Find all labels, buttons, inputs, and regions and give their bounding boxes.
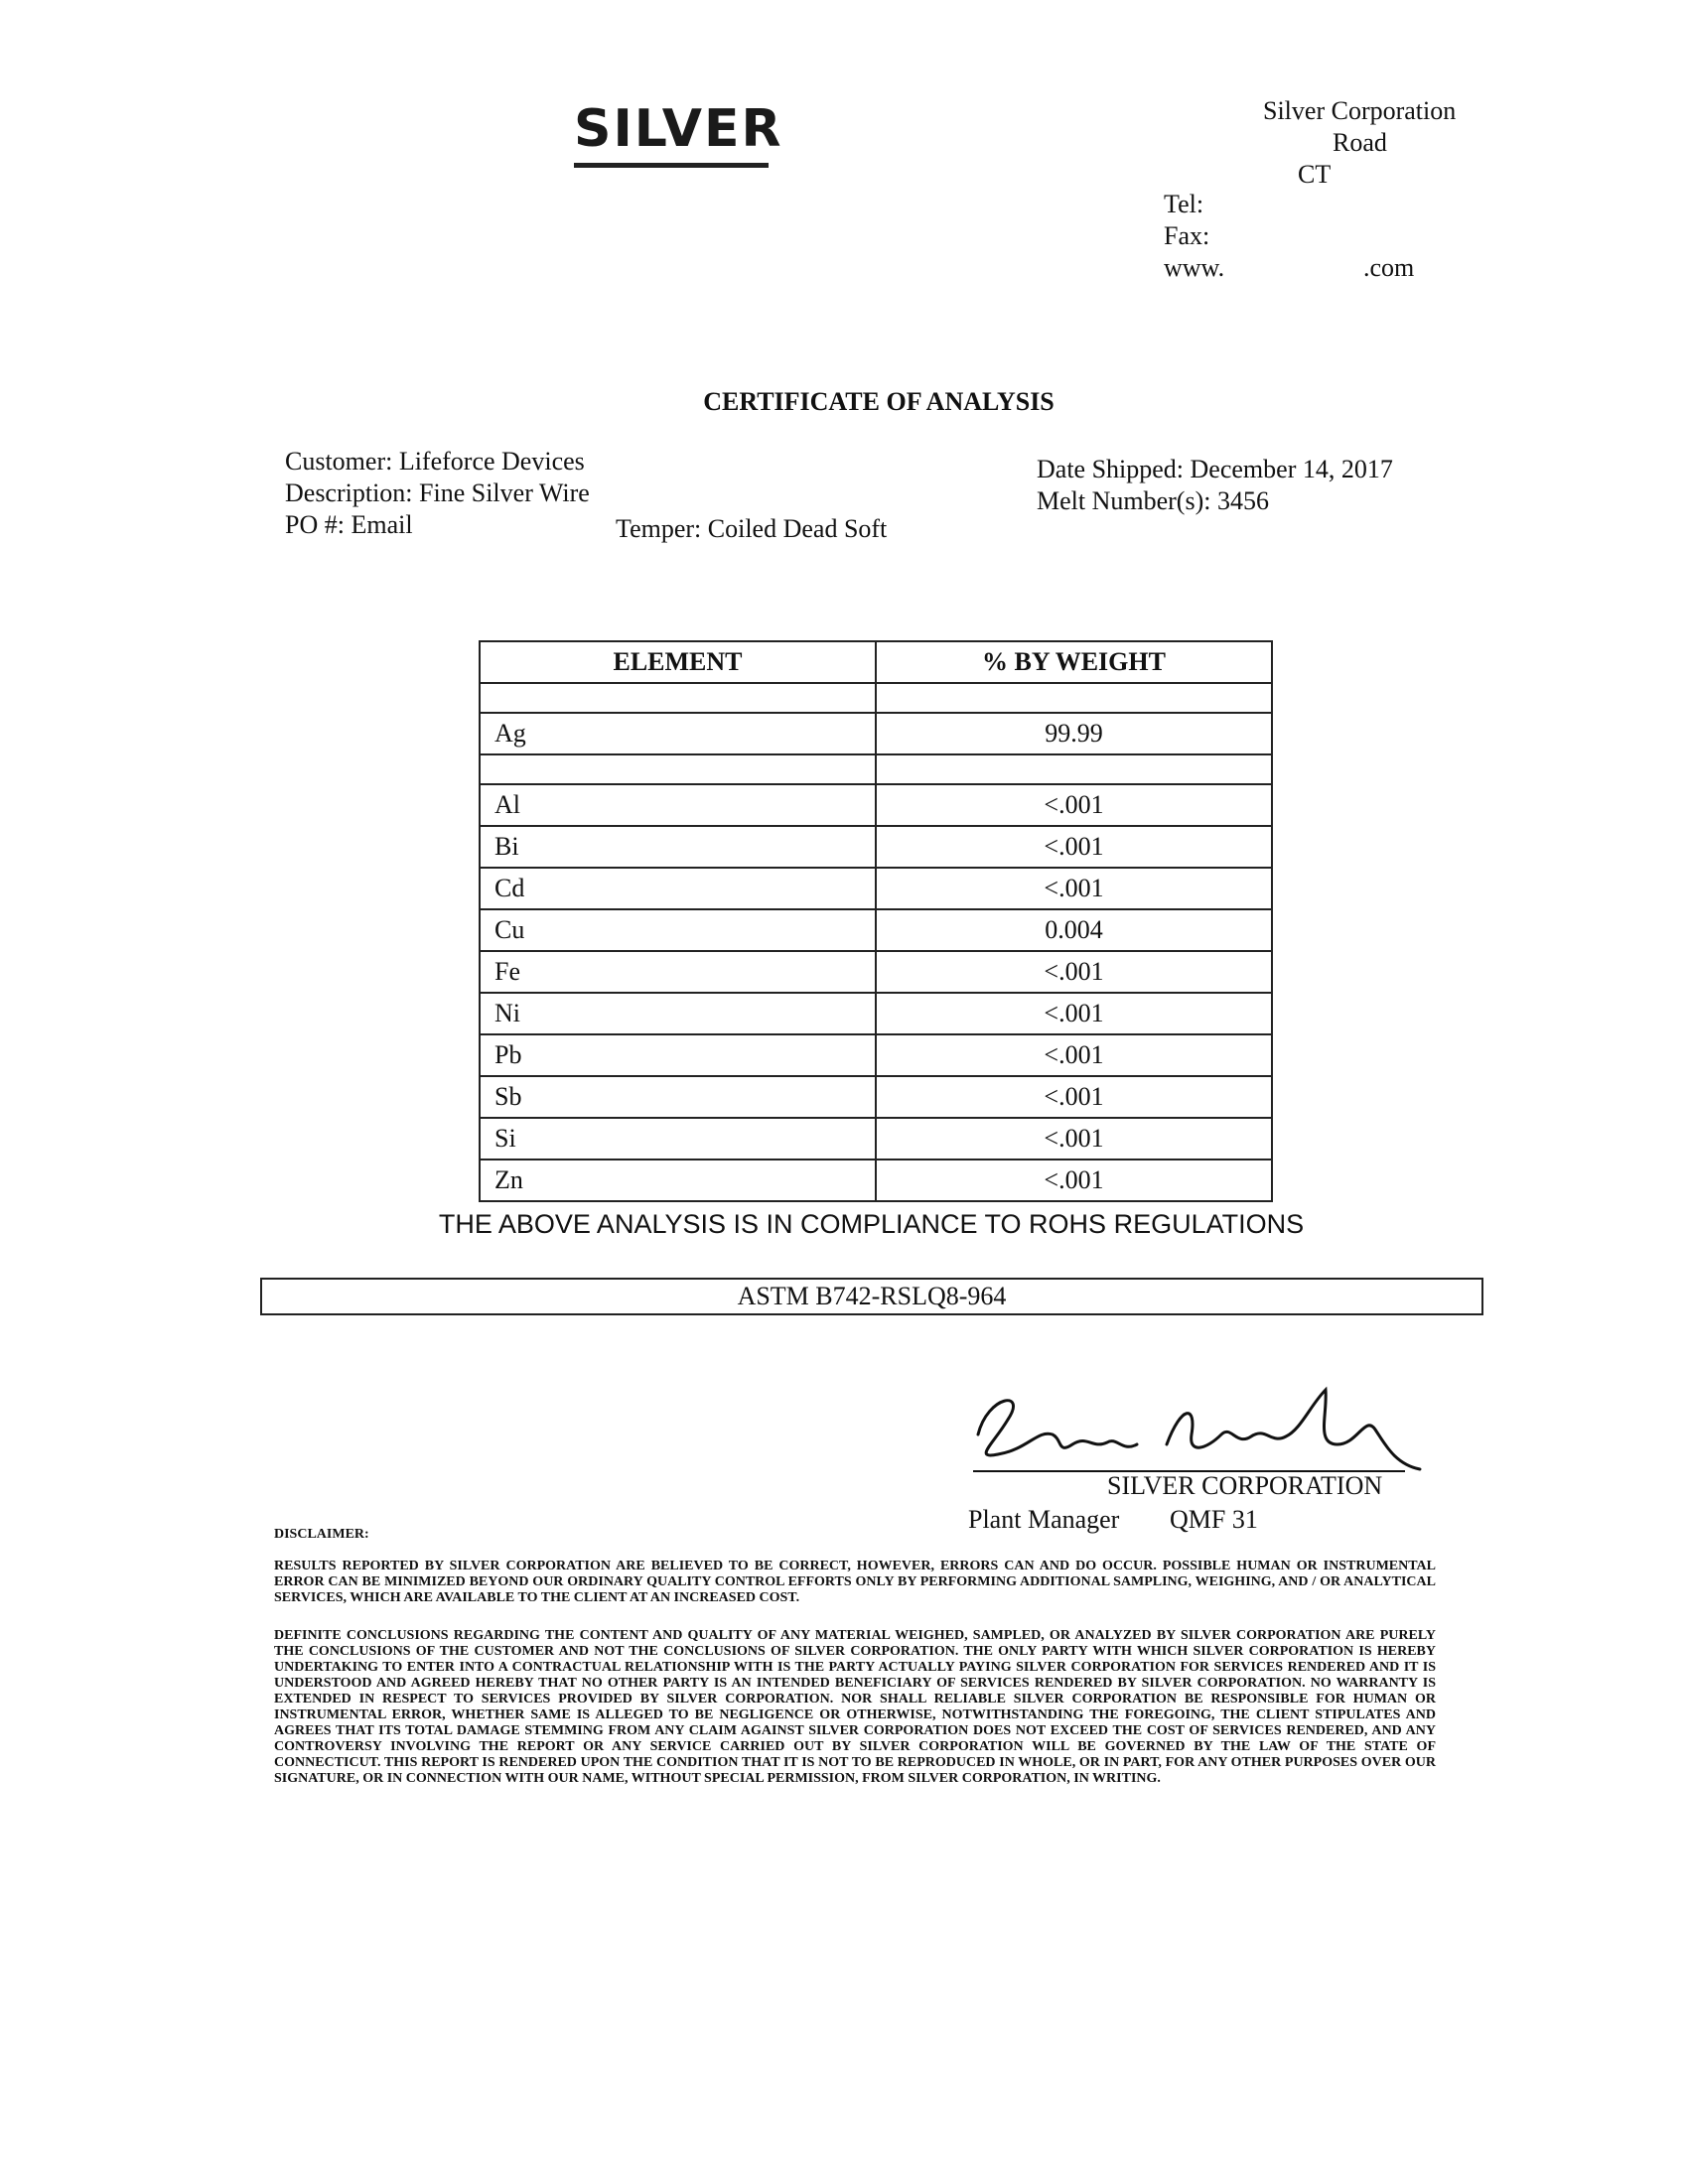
weight-cell: <.001 [876, 1076, 1272, 1118]
compliance-statement: THE ABOVE ANALYSIS IS IN COMPLIANCE TO ROHS REGULATIONS [438, 1209, 1305, 1239]
table-row [480, 1160, 1272, 1201]
date-shipped-line: Date Shipped: December 14, 2017 [1037, 455, 1393, 483]
weight-cell: 0.004 [876, 909, 1272, 951]
weight-cell: <.001 [876, 784, 1272, 826]
weight-cell: <.001 [876, 1160, 1272, 1201]
standard-box [260, 1278, 1483, 1315]
element-cell: Pb [480, 1034, 876, 1076]
document-title: CERTIFICATE OF ANALYSIS [703, 387, 1055, 416]
company-state: CT [1298, 160, 1332, 189]
weight-cell: <.001 [876, 1118, 1272, 1160]
weight-cell: <.001 [876, 1034, 1272, 1076]
signature-title: Plant Manager [968, 1505, 1120, 1534]
table-row [480, 826, 1272, 868]
weight-cell: <.001 [876, 868, 1272, 909]
table-header-row [480, 641, 1272, 683]
temper-line: Temper: Coiled Dead Soft [616, 514, 888, 543]
weight-header: % BY WEIGHT [876, 641, 1272, 683]
customer-line: Customer: Lifeforce Devices [285, 447, 585, 476]
logo-underline [574, 163, 769, 168]
fax-label: Fax: [1164, 221, 1210, 250]
element-cell: Si [480, 1118, 876, 1160]
disclaimer-paragraph-1: RESULTS REPORTED BY SILVER CORPORATION ARE BELIEVED TO BE CORRECT, HOWEVER, ERRORS CAN AND DO OCCUR. POSSIBLE HUMAN OR INSTRUMENTAL ERROR CAN BE MINIMIZED BEYOND OUR ORDINARY QUALITY CONTROL EFFORTS ONLY BY PERFORMING ADDITIONAL SAMPLING, WEIGHING, AND / OR ANALYTICAL SERVICES, WHICH ARE AVAILABLE TO THE CLIENT AT AN INCREASED COST. [274, 1559, 1436, 1605]
tel-label: Tel: [1164, 190, 1204, 218]
signature-image [968, 1375, 1425, 1484]
table-row [480, 784, 1272, 826]
table-row [480, 1034, 1272, 1076]
element-cell: Fe [480, 951, 876, 993]
web-prefix: www. [1164, 253, 1225, 282]
table-row [480, 713, 1272, 754]
blank-row [480, 754, 1272, 784]
table-row [480, 1076, 1272, 1118]
element-cell: Sb [480, 1076, 876, 1118]
description-line: Description: Fine Silver Wire [285, 478, 590, 507]
melt-number-line: Melt Number(s): 3456 [1037, 486, 1269, 515]
element-header: ELEMENT [480, 641, 876, 683]
signature-code: QMF 31 [1170, 1505, 1258, 1534]
company-name: Silver Corporation [1263, 96, 1457, 125]
element-cell: Bi [480, 826, 876, 868]
table-row [480, 1118, 1272, 1160]
disclaimer-label: DISCLAIMER: [274, 1527, 369, 1542]
web-suffix: .com [1363, 253, 1415, 282]
weight-cell: <.001 [876, 993, 1272, 1034]
table-row [480, 993, 1272, 1034]
element-cell: Ag [480, 713, 876, 754]
composition-table [479, 640, 1273, 1202]
element-cell: Zn [480, 1160, 876, 1201]
disclaimer-paragraph-2: DEFINITE CONCLUSIONS REGARDING THE CONTENT AND QUALITY OF ANY MATERIAL WEIGHED, SAMPLED, OR ANALYZED BY SILVER CORPORATION ARE PURELY THE CONCLUSIONS OF THE CUSTOMER AND NOT THE CONCLUSIONS OF SILVER CORPORATION. THE ONLY PARTY WITH WHICH SILVER CORPORATION IS HEREBY UNDERTAKING TO ENTER INTO A CONTRACTUAL RELATIONSHIP WITH IS THE PARTY ACTUALLY PAYING SILVER CORPORATION FOR SERVICES RENDERED AND IT IS UNDERSTOOD AND AGREED HEREBY THAT NO OTHER PARTY IS AN INTENDED BENEFICIARY OF SERVICES RENDERED BY SILVER CORPORATION. NO WARRANTY IS EXTENDED IN RESPECT TO SERVICES PROVIDED BY SILVER CORPORATION. NOR SHALL RELIABLE SILVER CORPORATION BE RESPONSIBLE FOR HUMAN OR INSTRUMENTAL ERROR, WHETHER SAME IS ALLEGED TO BE NEGLIGENCE OR OTHERWISE, NOTWITHSTANDING THE FOREGOING, THE CLIENT STIPULATES AND AGREES THAT ITS TOTAL DAMAGE STEMMING FROM ANY CLAIM AGAINST SILVER CORPORATION DOES NOT EXCEED THE COST OF SERVICES RENDERED, AND ANY CONTROVERSY INVOLVING THE REPORT OR ANY SERVICE CARRIED OUT BY SILVER CORPORATION WILL BE GOVERNED BY THE LAW OF THE STATE OF CONNECTICUT. THIS REPORT IS RENDERED UPON THE CONDITION THAT IT IS NOT TO BE REPRODUCED IN WHOLE, OR IN PART, FOR ANY OTHER PURPOSES OVER OUR SIGNATURE, OR IN CONNECTION WITH OUR NAME, WITHOUT SPECIAL PERMISSION, FROM SILVER CORPORATION, IN WRITING. [274, 1628, 1436, 1786]
table-row [480, 909, 1272, 951]
weight-cell: <.001 [876, 951, 1272, 993]
blank-row [480, 683, 1272, 713]
po-line: PO #: Email [285, 510, 413, 539]
table-row [480, 868, 1272, 909]
signature-company: SILVER CORPORATION [1107, 1471, 1383, 1500]
weight-cell: 99.99 [876, 713, 1272, 754]
company-logo: SILVER [574, 99, 783, 159]
element-cell: Ni [480, 993, 876, 1034]
standard-code: ASTM B742-RSLQ8-964 [737, 1282, 1007, 1310]
table-row [480, 951, 1272, 993]
element-cell: Cu [480, 909, 876, 951]
company-street: Road [1333, 128, 1387, 157]
element-cell: Cd [480, 868, 876, 909]
weight-cell: <.001 [876, 826, 1272, 868]
element-cell: Al [480, 784, 876, 826]
